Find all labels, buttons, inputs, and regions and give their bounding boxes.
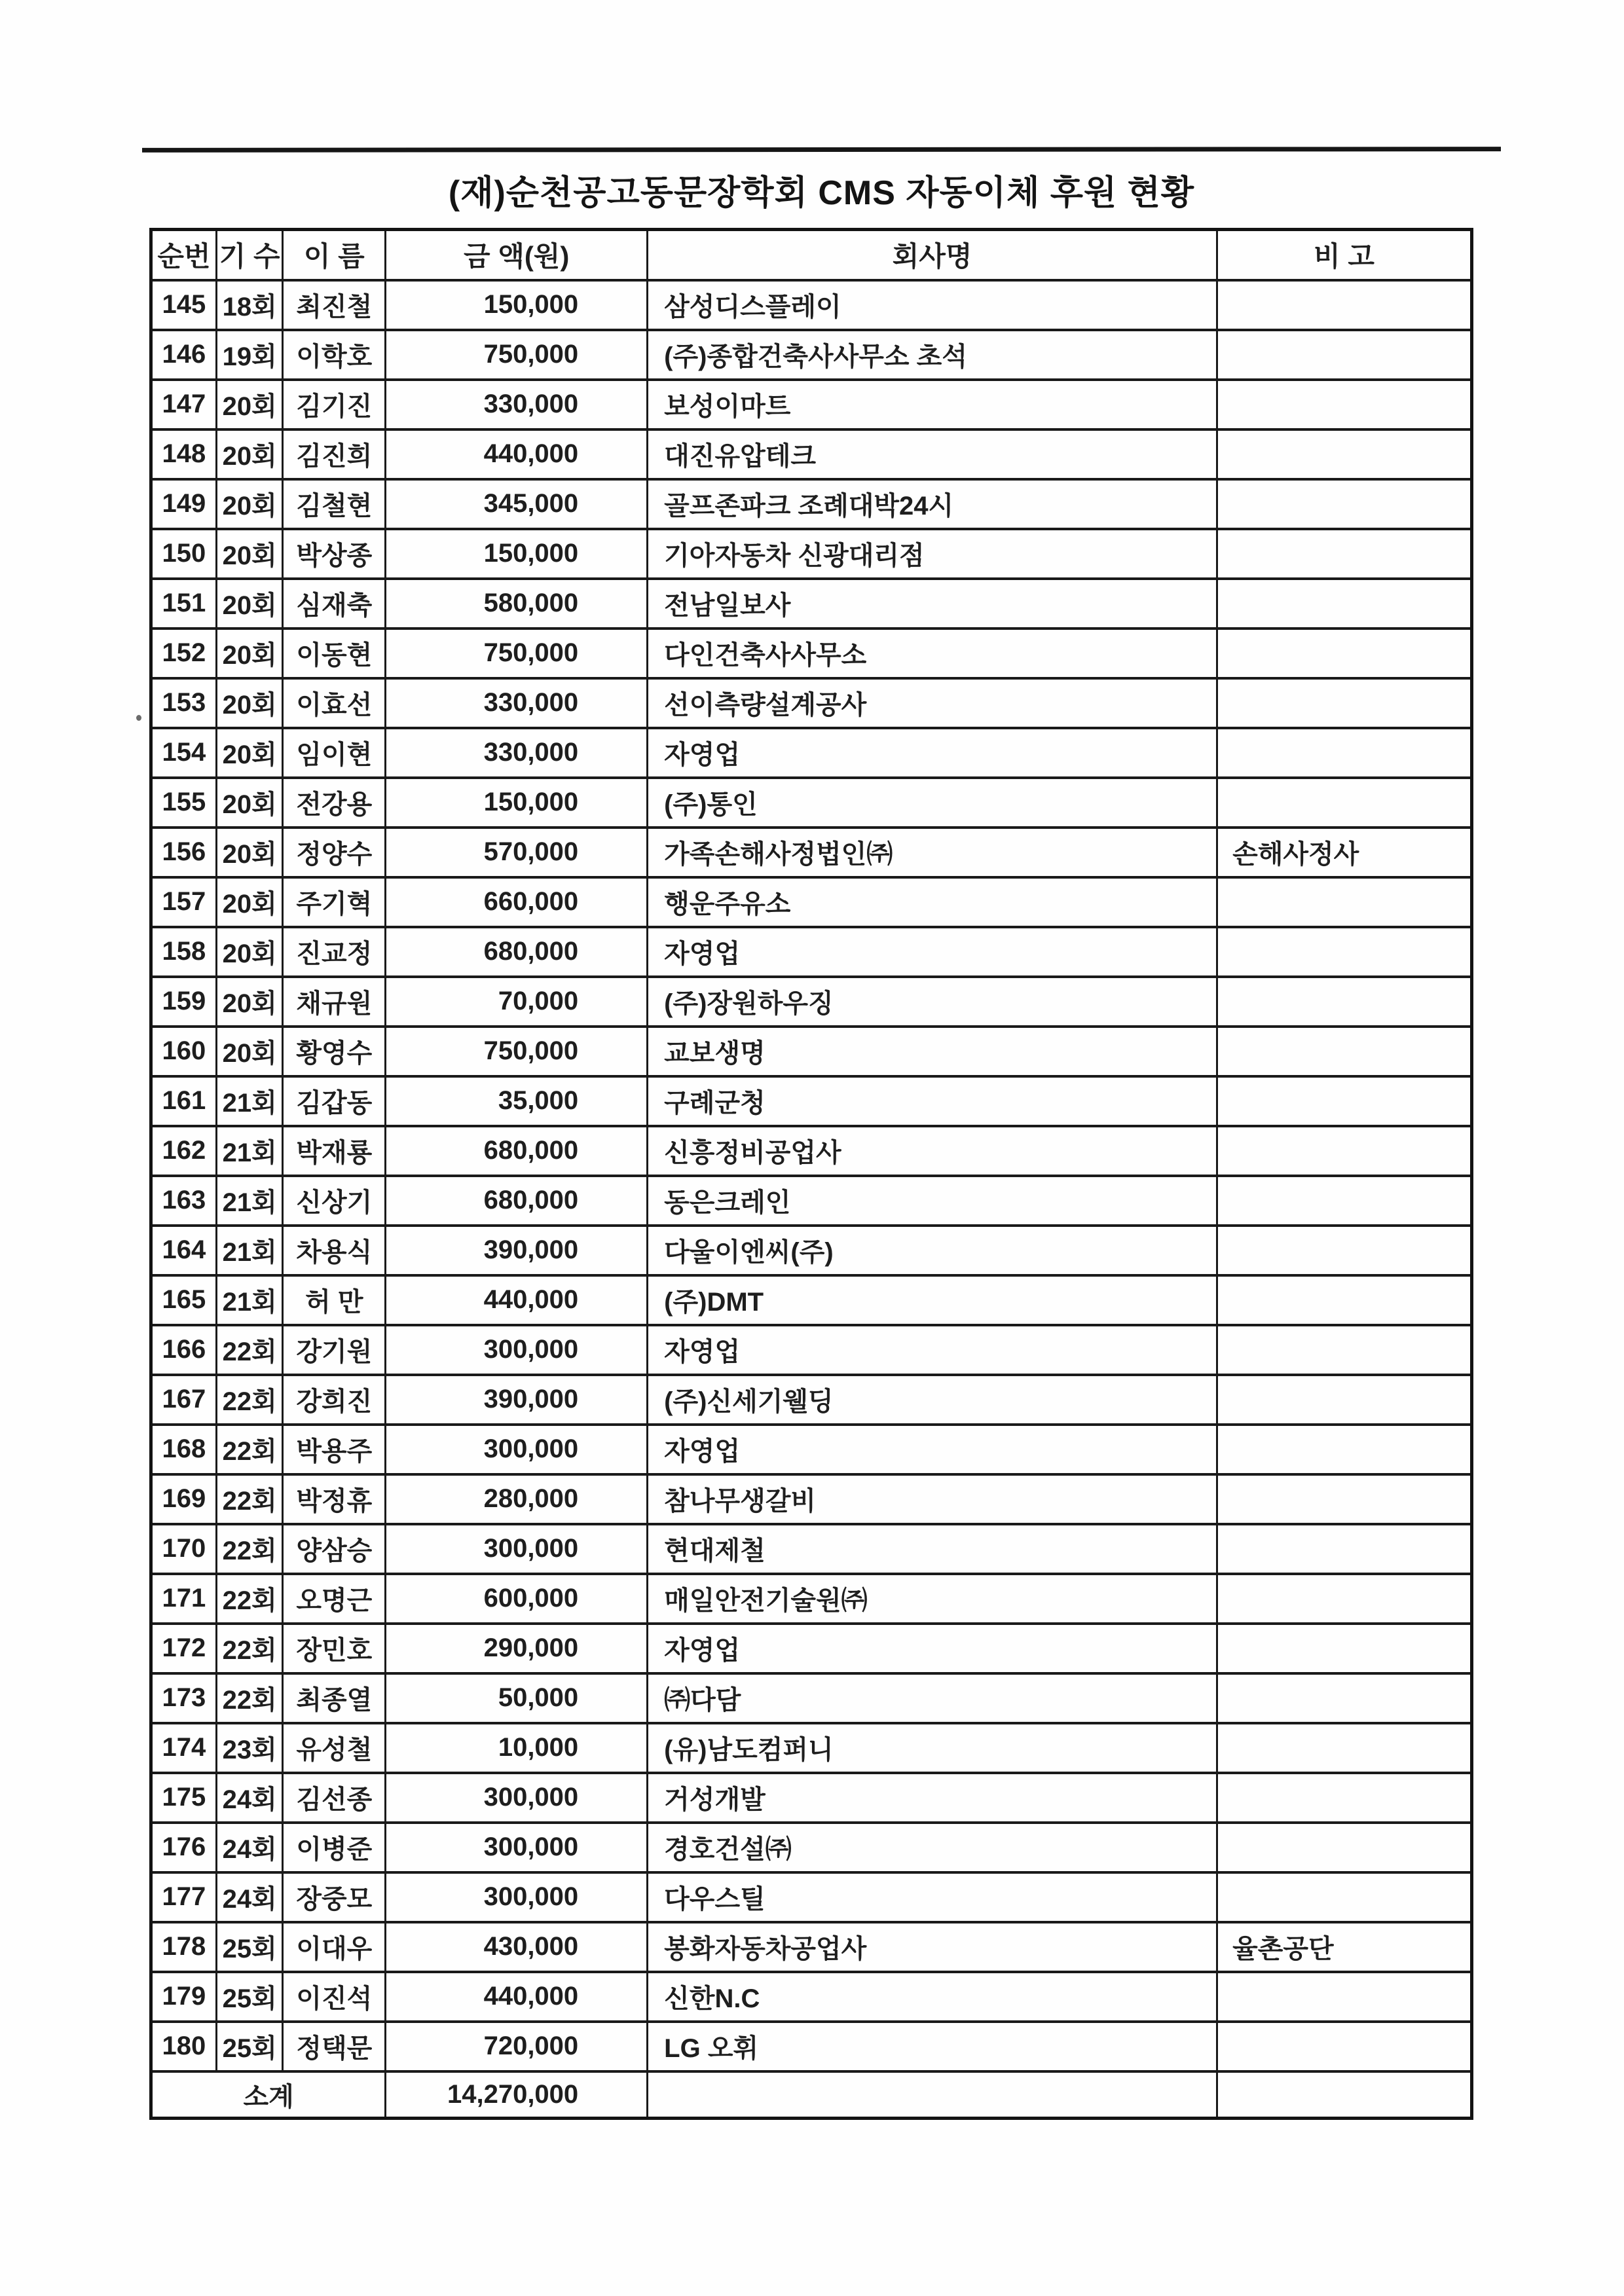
note-cell [1217, 1474, 1472, 1524]
amount-cell: 580,000 [386, 579, 648, 629]
row-number-cell: 146 [151, 330, 217, 380]
cohort-cell: 20회 [216, 828, 283, 877]
donor-name-cell: 채규원 [283, 977, 386, 1027]
row-number-cell: 161 [151, 1076, 217, 1126]
cohort-cell: 20회 [216, 877, 283, 927]
donor-name-cell: 김선종 [283, 1773, 386, 1823]
row-number-cell: 154 [151, 728, 217, 778]
amount-cell: 70,000 [386, 977, 648, 1027]
row-number-cell: 145 [151, 280, 217, 330]
table-row [151, 479, 1472, 529]
company-cell: 자영업 [648, 1425, 1217, 1474]
cohort-cell: 22회 [216, 1474, 283, 1524]
table-row [151, 977, 1472, 1027]
note-cell: 손해사정사 [1217, 828, 1472, 877]
row-number-cell: 165 [151, 1275, 217, 1325]
donor-name-cell: 박용주 [283, 1425, 386, 1474]
amount-cell: 390,000 [386, 1226, 648, 1275]
donor-name-cell: 박재룡 [283, 1126, 386, 1176]
note-cell [1217, 1574, 1472, 1624]
cohort-cell: 25회 [216, 1972, 283, 2022]
amount-cell: 430,000 [386, 1922, 648, 1972]
donor-name-cell: 김진희 [283, 429, 386, 479]
cohort-cell: 22회 [216, 1673, 283, 1723]
note-cell [1217, 1972, 1472, 2022]
cohort-cell: 20회 [216, 629, 283, 678]
amount-cell: 390,000 [386, 1375, 648, 1425]
company-cell: 봉화자동차공업사 [648, 1922, 1217, 1972]
cohort-cell: 21회 [216, 1226, 283, 1275]
cohort-cell: 22회 [216, 1524, 283, 1574]
donor-name-cell: 장민호 [283, 1624, 386, 1673]
subtotal-label: 소계 [151, 2071, 386, 2119]
note-cell [1217, 330, 1472, 380]
donor-name-cell: 진교정 [283, 927, 386, 977]
table-header-row [151, 230, 1472, 280]
company-cell: 구례군청 [648, 1076, 1217, 1126]
page-title: (재)순천공고동문장학회 CMS 자동이체 후원 현황 [448, 174, 1195, 212]
donor-name-cell: 김갑동 [283, 1076, 386, 1126]
table-row [151, 1723, 1472, 1773]
note-cell [1217, 1624, 1472, 1673]
col-header-cohort: 기 수 [216, 230, 283, 280]
company-cell: (주)장원하우징 [648, 977, 1217, 1027]
row-number-cell: 179 [151, 1972, 217, 2022]
cohort-cell: 22회 [216, 1375, 283, 1425]
donor-name-cell: 박정휴 [283, 1474, 386, 1524]
note-cell [1217, 1325, 1472, 1375]
cohort-cell: 25회 [216, 1922, 283, 1972]
amount-cell: 750,000 [386, 330, 648, 380]
table-row [151, 2022, 1472, 2071]
cohort-cell: 20회 [216, 579, 283, 629]
company-cell: 기아자동차 신광대리점 [648, 529, 1217, 579]
col-header-note: 비 고 [1217, 230, 1472, 280]
cohort-cell: 25회 [216, 2022, 283, 2071]
table-row [151, 1972, 1472, 2022]
amount-cell: 660,000 [386, 877, 648, 927]
donor-name-cell: 차용식 [283, 1226, 386, 1275]
note-cell [1217, 1823, 1472, 1872]
cohort-cell: 21회 [216, 1275, 283, 1325]
company-cell: (주)종합건축사사무소 초석 [648, 330, 1217, 380]
note-cell [1217, 1275, 1472, 1325]
row-number-cell: 164 [151, 1226, 217, 1275]
cohort-cell: 20회 [216, 977, 283, 1027]
company-cell: 교보생명 [648, 1027, 1217, 1076]
cohort-cell: 20회 [216, 429, 283, 479]
table-row [151, 1474, 1472, 1524]
company-cell: 다우스틸 [648, 1872, 1217, 1922]
row-number-cell: 177 [151, 1872, 217, 1922]
amount-cell: 150,000 [386, 280, 648, 330]
company-cell: 자영업 [648, 1325, 1217, 1375]
amount-cell: 345,000 [386, 479, 648, 529]
table-row [151, 1574, 1472, 1624]
amount-cell: 440,000 [386, 1275, 648, 1325]
amount-cell: 600,000 [386, 1574, 648, 1624]
table-row [151, 678, 1472, 728]
donor-name-cell: 정택문 [283, 2022, 386, 2071]
table-row [151, 1325, 1472, 1375]
table-row [151, 1823, 1472, 1872]
donor-name-cell: 심재축 [283, 579, 386, 629]
donor-name-cell: 정양수 [283, 828, 386, 877]
cohort-cell: 24회 [216, 1872, 283, 1922]
note-cell [1217, 678, 1472, 728]
company-cell: 참나무생갈비 [648, 1474, 1217, 1524]
row-number-cell: 158 [151, 927, 217, 977]
table-row [151, 1673, 1472, 1723]
note-cell [1217, 1375, 1472, 1425]
row-number-cell: 175 [151, 1773, 217, 1823]
row-number-cell: 157 [151, 877, 217, 927]
donor-name-cell: 황영수 [283, 1027, 386, 1076]
donor-name-cell: 전강용 [283, 778, 386, 828]
table-row [151, 927, 1472, 977]
note-cell [1217, 1076, 1472, 1126]
donor-name-cell: 이학호 [283, 330, 386, 380]
donor-name-cell: 강희진 [283, 1375, 386, 1425]
note-cell [1217, 1027, 1472, 1076]
note-cell [1217, 877, 1472, 927]
amount-cell: 300,000 [386, 1823, 648, 1872]
row-number-cell: 176 [151, 1823, 217, 1872]
cohort-cell: 20회 [216, 728, 283, 778]
donor-name-cell: 유성철 [283, 1723, 386, 1773]
note-cell [1217, 479, 1472, 529]
row-number-cell: 171 [151, 1574, 217, 1624]
note-cell [1217, 1773, 1472, 1823]
amount-cell: 35,000 [386, 1076, 648, 1126]
cohort-cell: 20회 [216, 479, 283, 529]
table-row [151, 1226, 1472, 1275]
company-cell: 가족손해사정법인㈜ [648, 828, 1217, 877]
company-cell: 골프존파크 조례대박24시 [648, 479, 1217, 529]
donor-name-cell: 신상기 [283, 1176, 386, 1226]
donor-name-cell: 이진석 [283, 1972, 386, 2022]
table-row [151, 1872, 1472, 1922]
cohort-cell: 22회 [216, 1325, 283, 1375]
company-cell: 전남일보사 [648, 579, 1217, 629]
row-number-cell: 153 [151, 678, 217, 728]
table-row [151, 1027, 1472, 1076]
amount-cell: 290,000 [386, 1624, 648, 1673]
subtotal-note-empty [1217, 2071, 1472, 2119]
company-cell: 매일안전기술원㈜ [648, 1574, 1217, 1624]
donor-name-cell: 이대우 [283, 1922, 386, 1972]
amount-cell: 10,000 [386, 1723, 648, 1773]
note-cell [1217, 280, 1472, 330]
table-row [151, 1624, 1472, 1673]
company-cell: 다울이엔씨(주) [648, 1226, 1217, 1275]
amount-cell: 750,000 [386, 629, 648, 678]
row-number-cell: 147 [151, 380, 217, 429]
amount-cell: 300,000 [386, 1773, 648, 1823]
table-row [151, 828, 1472, 877]
row-number-cell: 148 [151, 429, 217, 479]
note-cell [1217, 429, 1472, 479]
row-number-cell: 167 [151, 1375, 217, 1425]
table-row [151, 330, 1472, 380]
table-row [151, 778, 1472, 828]
company-cell: 행운주유소 [648, 877, 1217, 927]
cohort-cell: 20회 [216, 380, 283, 429]
table-row [151, 429, 1472, 479]
row-number-cell: 163 [151, 1176, 217, 1226]
table-row [151, 1524, 1472, 1574]
cohort-cell: 19회 [216, 330, 283, 380]
note-cell [1217, 1425, 1472, 1474]
table-row [151, 1076, 1472, 1126]
row-number-cell: 174 [151, 1723, 217, 1773]
donor-name-cell: 최진철 [283, 280, 386, 330]
cohort-cell: 20회 [216, 1027, 283, 1076]
cohort-cell: 23회 [216, 1723, 283, 1773]
company-cell: 거성개발 [648, 1773, 1217, 1823]
company-cell: 다인건축사사무소 [648, 629, 1217, 678]
cohort-cell: 22회 [216, 1624, 283, 1673]
donor-name-cell: 오명근 [283, 1574, 386, 1624]
cohort-cell: 18회 [216, 280, 283, 330]
amount-cell: 570,000 [386, 828, 648, 877]
cohort-cell: 24회 [216, 1773, 283, 1823]
note-cell [1217, 778, 1472, 828]
cohort-cell: 20회 [216, 678, 283, 728]
amount-cell: 720,000 [386, 2022, 648, 2071]
company-cell: 신한N.C [648, 1972, 1217, 2022]
amount-cell: 300,000 [386, 1524, 648, 1574]
scan-artifact-dot [136, 715, 141, 721]
note-cell [1217, 1524, 1472, 1574]
table-row [151, 1922, 1472, 1972]
row-number-cell: 168 [151, 1425, 217, 1474]
row-number-cell: 151 [151, 579, 217, 629]
cohort-cell: 20회 [216, 927, 283, 977]
row-number-cell: 155 [151, 778, 217, 828]
company-cell: (주)DMT [648, 1275, 1217, 1325]
table-row [151, 1425, 1472, 1474]
row-number-cell: 156 [151, 828, 217, 877]
col-header-amount: 금 액(원) [386, 230, 648, 280]
amount-cell: 150,000 [386, 529, 648, 579]
note-cell [1217, 380, 1472, 429]
note-cell [1217, 728, 1472, 778]
note-cell [1217, 1673, 1472, 1723]
company-cell: 보성이마트 [648, 380, 1217, 429]
note-cell [1217, 529, 1472, 579]
donor-name-cell: 최종열 [283, 1673, 386, 1723]
row-number-cell: 169 [151, 1474, 217, 1524]
company-cell: 신흥정비공업사 [648, 1126, 1217, 1176]
table-row [151, 280, 1472, 330]
amount-cell: 440,000 [386, 429, 648, 479]
subtotal-company-empty [648, 2071, 1217, 2119]
donor-name-cell: 이병준 [283, 1823, 386, 1872]
donor-name-cell: 이효선 [283, 678, 386, 728]
note-cell [1217, 629, 1472, 678]
table-body [151, 280, 1472, 2071]
amount-cell: 680,000 [386, 1176, 648, 1226]
row-number-cell: 149 [151, 479, 217, 529]
amount-cell: 330,000 [386, 678, 648, 728]
amount-cell: 300,000 [386, 1872, 648, 1922]
company-cell: 선이측량설계공사 [648, 678, 1217, 728]
table-row [151, 629, 1472, 678]
amount-cell: 330,000 [386, 728, 648, 778]
row-number-cell: 180 [151, 2022, 217, 2071]
cohort-cell: 22회 [216, 1425, 283, 1474]
company-cell: ㈜다담 [648, 1673, 1217, 1723]
cohort-cell: 20회 [216, 529, 283, 579]
donor-name-cell: 김철현 [283, 479, 386, 529]
company-cell: 현대제철 [648, 1524, 1217, 1574]
sponsorship-table [149, 228, 1473, 2120]
amount-cell: 50,000 [386, 1673, 648, 1723]
subtotal-row [151, 2071, 1472, 2119]
donor-name-cell: 임이현 [283, 728, 386, 778]
donor-name-cell: 양삼승 [283, 1524, 386, 1574]
col-header-company: 회사명 [648, 230, 1217, 280]
row-number-cell: 166 [151, 1325, 217, 1375]
company-cell: (주)신세기웰딩 [648, 1375, 1217, 1425]
company-cell: 대진유압테크 [648, 429, 1217, 479]
amount-cell: 440,000 [386, 1972, 648, 2022]
amount-cell: 280,000 [386, 1474, 648, 1524]
note-cell [1217, 579, 1472, 629]
company-cell: (유)남도컴퍼니 [648, 1723, 1217, 1773]
donor-name-cell: 허 만 [283, 1275, 386, 1325]
cohort-cell: 21회 [216, 1076, 283, 1126]
table-row [151, 1176, 1472, 1226]
row-number-cell: 172 [151, 1624, 217, 1673]
amount-cell: 680,000 [386, 1126, 648, 1176]
donor-name-cell: 이동현 [283, 629, 386, 678]
company-cell: (주)통인 [648, 778, 1217, 828]
note-cell [1217, 1872, 1472, 1922]
table-row [151, 1126, 1472, 1176]
cohort-cell: 20회 [216, 778, 283, 828]
table-row [151, 380, 1472, 429]
company-cell: 삼성디스플레이 [648, 280, 1217, 330]
table-row [151, 877, 1472, 927]
subtotal-amount: 14,270,000 [386, 2071, 648, 2119]
note-cell [1217, 1176, 1472, 1226]
note-cell [1217, 2022, 1472, 2071]
row-number-cell: 178 [151, 1922, 217, 1972]
donor-name-cell: 박상종 [283, 529, 386, 579]
table-row [151, 529, 1472, 579]
header-rule [142, 147, 1501, 153]
amount-cell: 300,000 [386, 1425, 648, 1474]
cohort-cell: 22회 [216, 1574, 283, 1624]
row-number-cell: 173 [151, 1673, 217, 1723]
note-cell [1217, 1723, 1472, 1773]
col-header-name: 이 름 [283, 230, 386, 280]
table-row [151, 579, 1472, 629]
amount-cell: 330,000 [386, 380, 648, 429]
note-cell [1217, 927, 1472, 977]
donor-name-cell: 강기원 [283, 1325, 386, 1375]
donor-name-cell: 김기진 [283, 380, 386, 429]
table-row [151, 1773, 1472, 1823]
cohort-cell: 24회 [216, 1823, 283, 1872]
note-cell [1217, 1226, 1472, 1275]
note-cell [1217, 977, 1472, 1027]
table-row [151, 1275, 1472, 1325]
company-cell: 자영업 [648, 927, 1217, 977]
cohort-cell: 21회 [216, 1126, 283, 1176]
amount-cell: 300,000 [386, 1325, 648, 1375]
row-number-cell: 150 [151, 529, 217, 579]
company-cell: 자영업 [648, 1624, 1217, 1673]
row-number-cell: 170 [151, 1524, 217, 1574]
col-header-no: 순번 [151, 230, 217, 280]
row-number-cell: 152 [151, 629, 217, 678]
donor-name-cell: 장중모 [283, 1872, 386, 1922]
amount-cell: 750,000 [386, 1027, 648, 1076]
note-cell: 율촌공단 [1217, 1922, 1472, 1972]
amount-cell: 150,000 [386, 778, 648, 828]
cohort-cell: 21회 [216, 1176, 283, 1226]
company-cell: LG 오휘 [648, 2022, 1217, 2071]
row-number-cell: 162 [151, 1126, 217, 1176]
row-number-cell: 160 [151, 1027, 217, 1076]
amount-cell: 680,000 [386, 927, 648, 977]
table-row [151, 1375, 1472, 1425]
note-cell [1217, 1126, 1472, 1176]
row-number-cell: 159 [151, 977, 217, 1027]
company-cell: 경호건설㈜ [648, 1823, 1217, 1872]
company-cell: 자영업 [648, 728, 1217, 778]
company-cell: 동은크레인 [648, 1176, 1217, 1226]
donor-name-cell: 주기혁 [283, 877, 386, 927]
table-row [151, 728, 1472, 778]
